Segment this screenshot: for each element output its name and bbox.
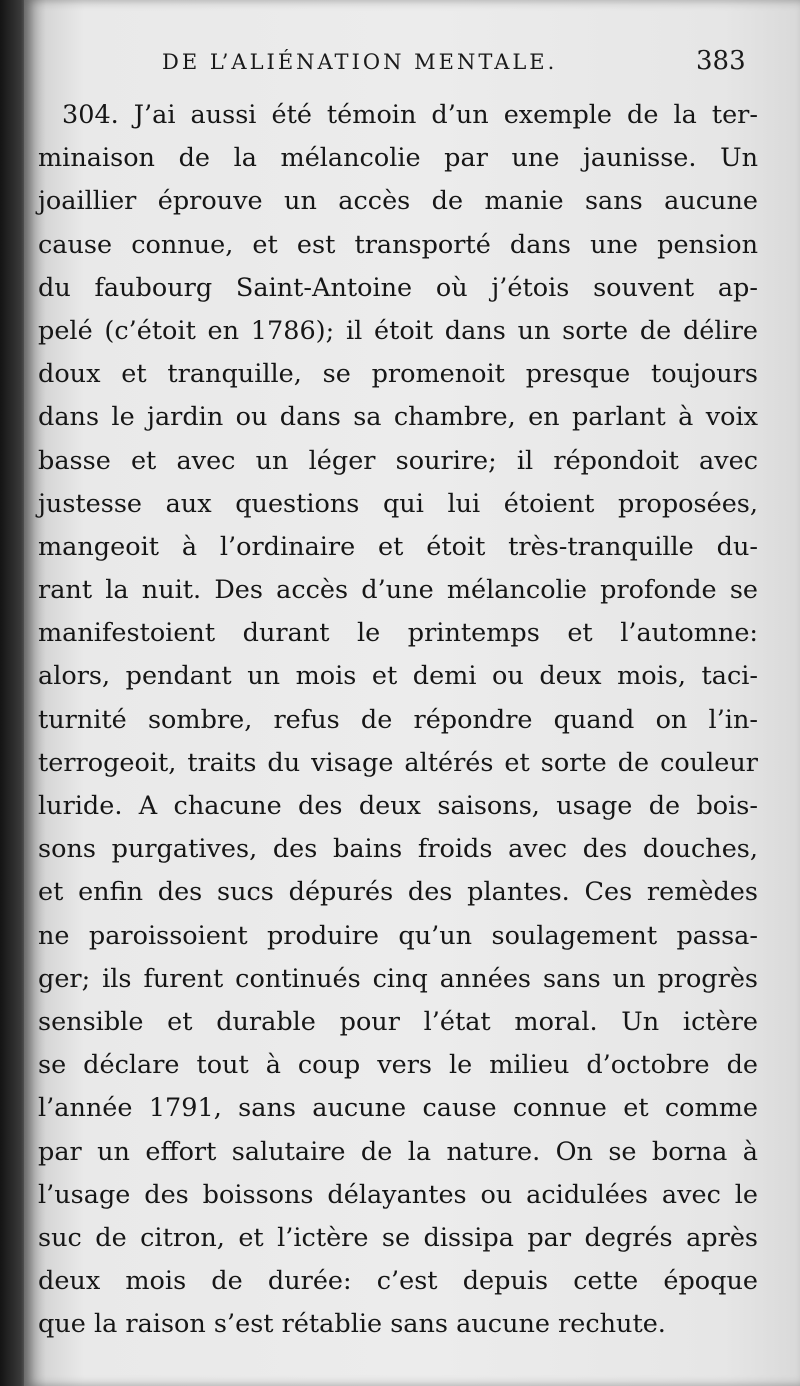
text-line: sensible et durable pour l’état moral. Un ictère bbox=[38, 1006, 758, 1037]
text-line: minaison de la mélancolie par une jaunisse. Un bbox=[38, 143, 758, 174]
text-line: l’usage des boissons délayantes ou acidulées avec le bbox=[38, 1179, 758, 1210]
text-line: manifestoient durant le printemps et l’automne: bbox=[38, 618, 758, 649]
page-header bbox=[24, 46, 800, 80]
text-line: que la raison s’est rétablie sans aucune rechute. bbox=[38, 1309, 666, 1340]
page-number: 383 bbox=[696, 46, 746, 76]
text-line: dans le jardin ou dans sa chambre, en parlant à voix bbox=[38, 402, 758, 433]
text-line: doux et tranquille, se promenoit presque toujours bbox=[38, 359, 758, 390]
text-line: justesse aux questions qui lui étoient proposées, bbox=[38, 488, 758, 519]
text-line: rant la nuit. Des accès d’une mélancolie profonde se bbox=[38, 575, 758, 606]
text-line: alors, pendant un mois et demi ou deux mois, taci- bbox=[38, 661, 758, 692]
text-line: par un effort salutaire de la nature. On se borna à bbox=[38, 1136, 758, 1167]
body-text bbox=[38, 94, 758, 1346]
text-line: ne paroissoient produire qu’un soulagement passa- bbox=[38, 920, 758, 951]
running-title: DE L’ALIÉNATION MENTALE. bbox=[162, 50, 558, 74]
text-line: 304. J’ai aussi été témoin d’un exemple de la ter- bbox=[62, 100, 758, 130]
text-line: du faubourg Saint-Antoine où j’étois souvent ap- bbox=[38, 272, 758, 303]
text-line: l’année 1791, sans aucune cause connue et comme bbox=[38, 1093, 758, 1124]
book-page bbox=[24, 0, 800, 1386]
text-line: ger; ils furent continués cinq années sans un progrès bbox=[38, 963, 758, 994]
text-line: joaillier éprouve un accès de manie sans aucune bbox=[38, 186, 758, 217]
text-line: sons purgatives, des bains froids avec des douches, bbox=[38, 834, 758, 865]
text-line: basse et avec un léger sourire; il répondoit avec bbox=[38, 445, 758, 476]
text-line: pelé (c’étoit en 1786); il étoit dans un sorte de délire bbox=[38, 315, 758, 346]
text-line: et enfin des sucs dépurés des plantes. Ces remèdes bbox=[38, 877, 758, 908]
text-line: se déclare tout à coup vers le milieu d’octobre de bbox=[38, 1050, 758, 1081]
text-line: turnité sombre, refus de répondre quand on l’in- bbox=[38, 704, 758, 735]
text-line: terrogeoit, traits du visage altérés et sorte de couleur bbox=[38, 747, 758, 778]
text-line: deux mois de durée: c’est depuis cette époque bbox=[38, 1266, 758, 1297]
text-line: mangeoit à l’ordinaire et étoit très-tranquille du- bbox=[38, 531, 758, 562]
text-line: cause connue, et est transporté dans une pension bbox=[38, 229, 758, 260]
text-line: luride. A chacune des deux saisons, usage de bois- bbox=[38, 791, 758, 821]
text-line: suc de citron, et l’ictère se dissipa par degrés après bbox=[38, 1222, 758, 1253]
